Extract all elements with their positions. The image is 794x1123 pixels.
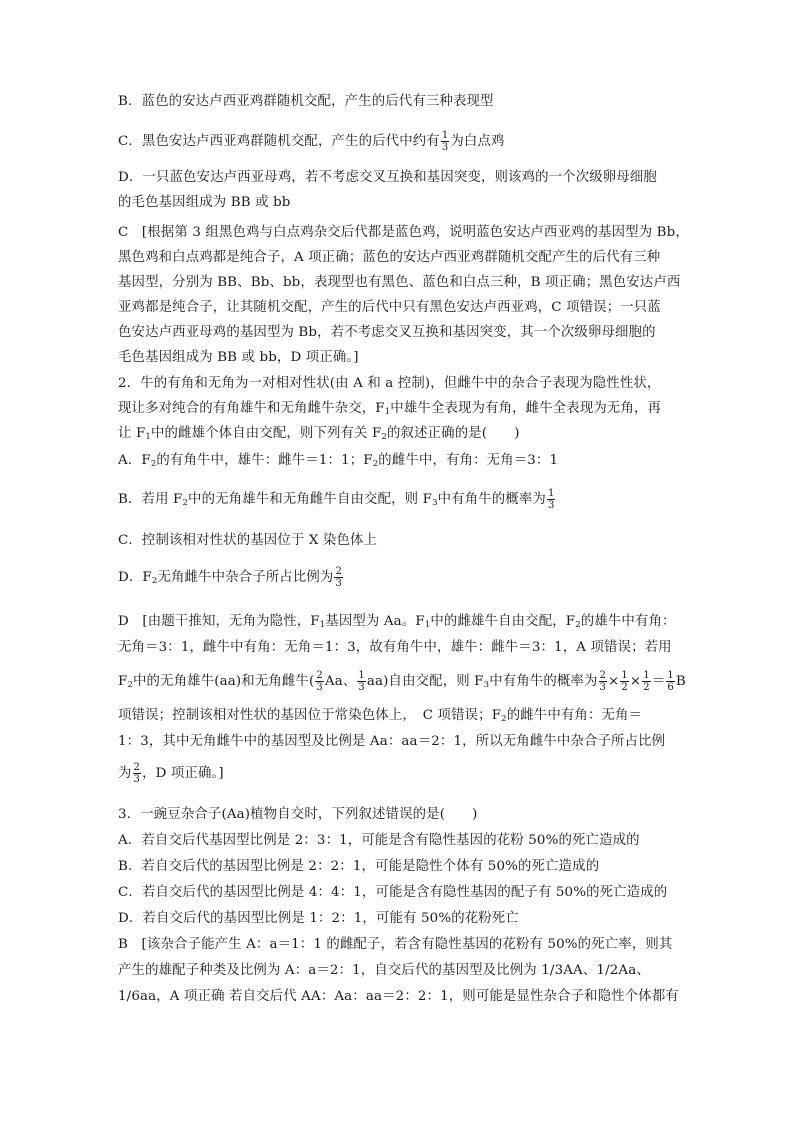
q2-answer-line2: 无角＝3：1，雌牛中有角：无角＝1：3，故有角牛中，雄牛：雌牛＝3：1，A 项错误；若用 (118, 640, 672, 655)
q1-answer-line2: 黑色鸡和白点鸡都是纯合子，A 项正确；蓝色的安达卢西亚鸡群随机交配产生的后代有三种 (118, 250, 661, 265)
q3-option-b: B．若自交后代的基因型比例是 2：2：1，可能是隐性个体有 50%的死亡造成的 (118, 859, 600, 874)
q1-option-d-line2: 的毛色基因组成为 BB 或 bb (118, 195, 291, 210)
fraction: $\frac{1}{3}$ (358, 670, 365, 693)
fraction: $\frac{1}{2}$ (621, 670, 628, 693)
q1-option-c: C．黑色安达卢西亚鸡群随机交配，产生的后代中约有 $\frac{1}{3}$ 为白点鸡 (118, 130, 505, 153)
q3-option-c: C．若自交后代的基因型比例是 4：4：1，可能是含有隐性基因的配子有 50%的死亡造成的 (118, 885, 668, 900)
q3-answer-line1: B [该杂合子能产生 A：a＝1：1 的雌配子，若含有隐性基因的花粉有 50%的死亡率，则其 (118, 937, 673, 952)
q3-answer-line2: 产生的雄配子种类及比例为 A：a＝2：1，自交后代的基因型及比例为 1/3AA、1/2Aa、 (118, 963, 650, 978)
q2-stem-line2: 现让多对纯合的有角雄牛和无角雌牛杂交，$F_1$中雄牛全表现为有角，雌牛全表现为无角，再 (118, 401, 662, 417)
fraction: $\frac{2}{3}$ (335, 566, 342, 589)
fraction: $\frac{1}{6}$ (667, 670, 674, 693)
fraction: $\frac{2}{3}$ (599, 670, 607, 693)
q1-answer-line5: 色安达卢西亚母鸡的基因型为 Bb，若不考虑交叉互换和基因突变，其一个次级卵母细胞的 (118, 325, 656, 340)
q2-stem-line3: 让 $F_1$中的雌雄个体自由交配，则下列有关 $F_2$的叙述正确的是( ) (118, 426, 520, 442)
q1-answer-line3: 基因型，分别为 BB、Bb、bb，表现型也有黑色、蓝色和白点三种，B 项正确；黑色安达卢西 (118, 275, 681, 290)
q1-option-d-line1: D．一只蓝色安达卢西亚母鸡，若不考虑交叉互换和基因突变，则该鸡的一个次级卵母细胞 (118, 170, 657, 185)
q2-option-a: A．$F_2$的有角牛中，雄牛：雌牛＝1：1；$F_2$的雌牛中，有角：无角＝3：1 (118, 453, 559, 469)
q1-answer-line6: 毛色基因组成为 BB 或 bb，D 项正确。] (118, 350, 359, 365)
fraction: $\frac{1}{3}$ (547, 488, 555, 511)
q3-answer-line3: 1/6aa，A 项正确 若自交后代 AA：Aa：aa＝2：2：1，则可能是显性杂合子和隐性个体都有 (118, 989, 679, 1004)
q2-answer-line1: D [由题干推知，无角为隐性，$F_1$基因型为 Aa。$F_1$中的雌雄牛自由交配，$F_2$的雄牛中有角： (118, 614, 676, 630)
fraction: $\frac{2}{3}$ (133, 762, 141, 785)
fraction: $\frac{2}{3}$ (316, 670, 323, 693)
q3-stem: 3．一豌豆杂合子(Aa)植物自交时，下列叙述错误的是( ) (118, 807, 478, 822)
q2-answer-line3: $F_2$中的无角雄牛(aa)和无角雌牛( $\frac{2}{3}$ Aa、 $\frac{1}{3}$ aa)自由交配，则 $F_3$中有角牛的概率为 $\frac{2}{3}$ × $\frac{1}{2}$ × $\frac{1}{2}$ ＝ $\frac{1}{6}$ B (118, 670, 686, 693)
q2-stem-line1: 2．牛的有角和无角为一对相对性状(由 A 和 a 控制)，但雌牛中的杂合子表现为隐性性状， (118, 376, 661, 391)
q2-option-d: D．$F_2$无角雌牛中杂合子所占比例为 $\frac{2}{3}$ (118, 566, 342, 589)
q1-answer-line1: C [根据第 3 组黑色鸡与白点鸡杂交后代都是蓝色鸡，说明蓝色安达卢西亚鸡的基因型为 Bb， (118, 225, 689, 240)
q2-option-b: B．若用 $F_2$中的无角雄牛和无角雌牛自由交配，则 $F_3$中有角牛的概率为 $\frac{1}{3}$ (118, 488, 555, 511)
q2-answer-line5: 1：3，其中无角雌牛中的基因型及比例是 Aa：aa＝2：1，所以无角雌牛中杂合子所占比例 (118, 734, 666, 749)
q2-answer-line4: 项错误；控制该相对性状的基因位于常染色体上， C 项错误；$F_2$的雌牛中有角：无角＝ (118, 708, 643, 724)
q2-answer-line6: 为 $\frac{2}{3}$ ，D 项正确。] (118, 762, 224, 785)
q3-option-d: D．若自交后代的基因型比例是 1：2：1，可能有 50%的花粉死亡 (118, 911, 519, 926)
fraction: $\frac{1}{2}$ (643, 670, 650, 693)
fraction: $\frac{1}{3}$ (441, 130, 449, 153)
q1-answer-line4: 亚鸡都是纯合子，让其随机交配，产生的后代中只有黑色安达卢西亚鸡，C 项错误；一只蓝 (118, 300, 661, 315)
q3-option-a: A．若自交后代基因型比例是 2：3：1，可能是含有隐性基因的花粉 50%的死亡造成的 (118, 833, 640, 848)
q1-option-b: B．蓝色的安达卢西亚鸡群随机交配，产生的后代有三种表现型 (118, 94, 494, 109)
q2-option-c: C．控制该相对性状的基因位于 X 染色体上 (118, 533, 378, 548)
